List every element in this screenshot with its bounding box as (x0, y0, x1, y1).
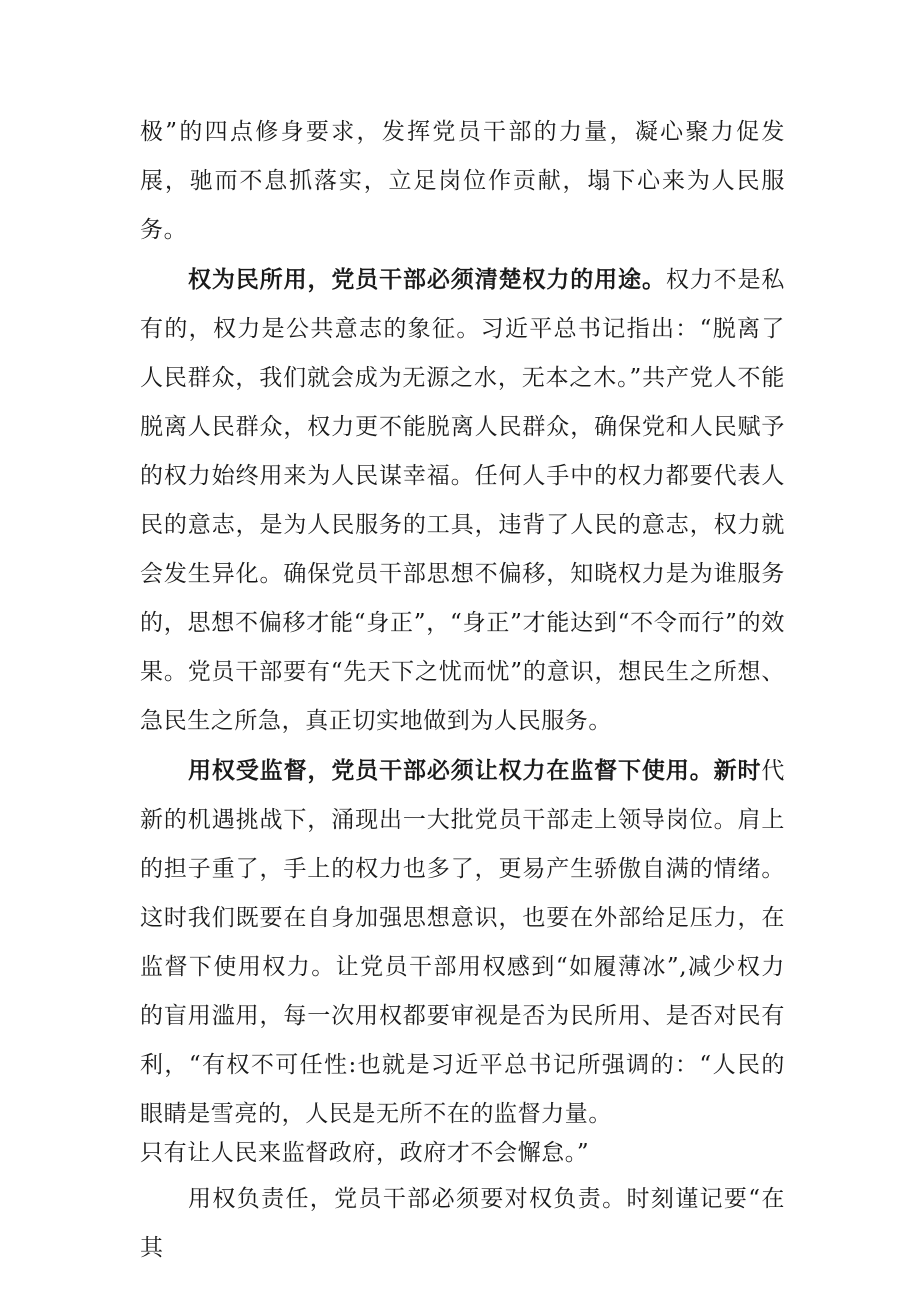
paragraph-text: 权力不是私有的，权力是公共意志的象征。习近平总书记指出：“脱离了人民群众，我们就会成为无源之水，无本之木。”共产党人不能脱离人民群众，权力更不能脱离人民群众，确保党和人民赋予的权力始终用来为人民谋幸福。任何人手中的权力都要代表人民的意志，是为人民服务的工具，违背了人民的意志，权力就会发生异化。确保党员干部思想不偏移，知晓权力是为谁服务的，思想不偏移才能“身正”，“身正”才能达到“不令而行”的效果。党员干部要有“先天下之忧而忧”的意识，想民生之所想、急民生之所急，真正切实地做到为人民服务。 (140, 267, 786, 734)
paragraph-lead-heading: 用权受监督，党员干部必须让权力在监督下使用。新时 (188, 757, 762, 784)
paragraph-continuation (140, 108, 785, 255)
spacer (140, 1167, 785, 1175)
document-body (140, 108, 785, 1273)
paragraph-text: 代新的机遇挑战下，涌现出一大批党员干部走上领导岗位。肩上的担子重了，手上的权力也多了，更易产生骄傲自满的情绪。这时我们既要在自身加强思想意识，也要在外部给足压力，在监督下使用权力。让党员干部用权感到“如履薄冰”,减少权力的盲用滥用，每一次用权都要审视是否为民所用、是否对民有利，“有权不可任性:也就是习近平总书记所强调的：“人民的眼睛是雪亮的，人民是无所不在的监督力量。 (140, 758, 785, 1127)
paragraph-lead-heading: 权为民所用，党员干部必须清楚权力的用途。 (188, 266, 666, 293)
paragraph-text: 极”的四点修身要求，发挥党员干部的力量，凝心聚力促发展，驰而不息抓落实，立足岗位作贡献，塌下心来为人民服务。 (140, 119, 785, 243)
paragraph-power-responsibility (140, 1175, 785, 1273)
paragraph-power-supervision (140, 746, 785, 1139)
paragraph-text: 只有让人民来监督政府，政府才不会懈怠。” (140, 1140, 590, 1166)
paragraph-text: 用权负责任，党员干部必须要对权负责。时刻谨记要“在其 (140, 1186, 785, 1261)
paragraph-power-for-people (140, 255, 785, 746)
paragraph-supervision-quote-end (140, 1139, 785, 1167)
